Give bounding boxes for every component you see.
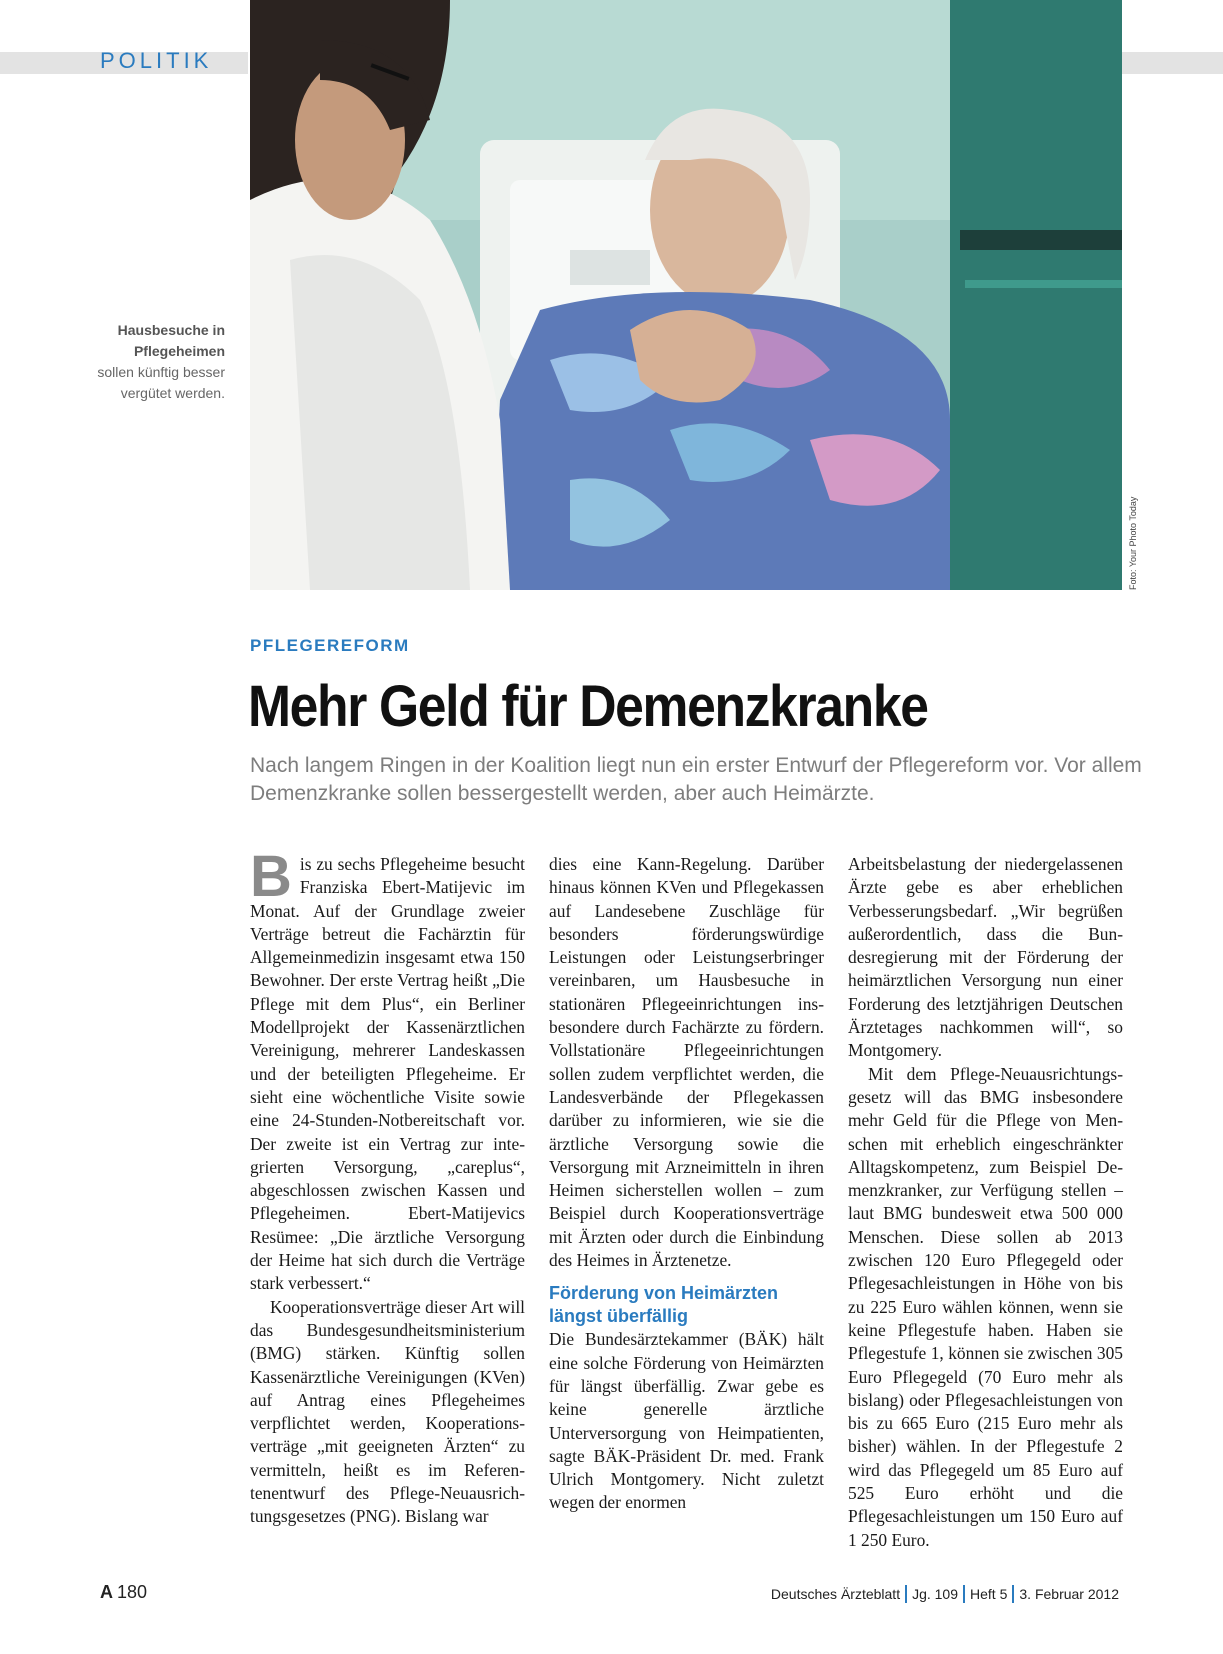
caption-bold: Hausbesuche in Pflegeheimen xyxy=(117,322,225,359)
page-number xyxy=(100,1582,147,1603)
separator xyxy=(905,1585,907,1603)
paragraph xyxy=(250,844,525,1296)
page-number-value: 180 xyxy=(117,1582,148,1602)
article-subheading: Förderung von Heimärzten längst überfällig xyxy=(549,1283,779,1327)
paragraph: dies eine Kann-Regelung. Darüber hinaus können KVen und Pflegekassen auf Landesebene Zuschläge für besonders förderungswürdige Leistungen oder Leistungserbringer vereinbaren, um Hausbesuche in stationären Pflegeeinrichtungen insbesondere durch Fachärzte zu fördern. Vollstationäre Pflegeeinrichtungen sollen zudem verpflichtet werden, die Landesverbände der Pflegekassen darüber zu informieren, wie sie die ärztliche Versorgung sowie die Versorgung mit Arzneimitteln in ihren Heimen sicherstellen wollen – zum Beispiel durch Kooperationsverträge mit Ärzten oder durch die Einbindung des Heimes in Ärztenetze. xyxy=(549,854,824,1271)
caption-text: sollen künftig besser vergütet werden. xyxy=(97,364,225,401)
section-bar-right xyxy=(1122,52,1223,74)
journal-name: Deutsches Ärzteblatt xyxy=(770,1586,901,1602)
article-column-2 xyxy=(549,853,824,1515)
section-label: POLITIK xyxy=(100,48,213,73)
paragraph: Die Bundesärztekammer (BÄK) hält eine solche Förderung von Heimärzten für längst überfällig. Zwar gebe es keine generelle ärztliche Unterversorgung von Heimpatienten, sagte BÄK-Präsident Dr. med. Frank Ulrich Montgomery. Nicht zuletzt wegen der enormen xyxy=(549,1329,824,1513)
article-lead: Nach langem Ringen in der Koalition liegt nun ein erster Entwurf der Pflegereform vor. Vor allem Demenzkranke sollen bessergestellt werden, aber auch Heimärzte. xyxy=(250,754,1142,805)
paragraph: Arbeitsbelastung der niedergelassenen Ärzte gebe es aber erheblichen Verbesserungsbedarf. „Wir begrüßen außerordentlich, dass die Bundesregierung mit der Förderung der heimärztlichen Versorgung nun einer Forderung des letztjährigen Deutschen Ärztetages nachkommen will“, so Montgomery. xyxy=(848,854,1123,1061)
article-column-1 xyxy=(250,844,525,1529)
article-headline: Mehr Geld für Demenzkranke xyxy=(248,674,928,739)
drop-cap: B xyxy=(250,844,292,909)
separator xyxy=(1012,1585,1014,1603)
page-prefix: A xyxy=(100,1582,113,1602)
journal-volume: Jg. 109 xyxy=(912,1586,959,1602)
paragraph: Kooperationsverträge dieser Art will das Bundesgesundheitsministerium (BMG) stärken. Künftig sollen Kassenärztliche Vereinigungen (KVen) auf Antrag eines Pflegeheimes verpflichtet werden, Kooperationsverträge „mit geeigneten Ärzten“ zu vermitteln, heißt es im Referentenentwurf des Pflege-Neuausrichtungsgesetzes (PNG). Bislang war xyxy=(250,1296,525,1527)
photo-credit: Foto: Your Photo Today xyxy=(1128,496,1138,590)
journal-date: 3. Februar 2012 xyxy=(1019,1586,1119,1602)
publication-info xyxy=(771,1585,1119,1603)
paragraph: Mit dem Pflege-Neuausrichtungsgesetz will das BMG insbesondere mehr Geld für die Pflege von Menschen mit erheblich eingeschränkter Alltagskompetenz, zum Beispiel Demenzkranker, zur Verfügung stellen – laut BMG bundesweit etwa 500 000 Menschen. Diese sollen ab 2013 zwischen 120 Euro Pflegegeld oder Pflegesachleistungen in Höhe von bis zu 225 Euro wählen können, wenn sie keine Pflegestufe haben. Haben sie Pflegestufe 1, können sie zwischen 305 Euro Pflegegeld (70 Euro mehr als bislang) oder Pflegesachleistungen von bis zu 665 Euro (215 Euro mehr als bisher) wählen. In der Pflegestufe 2 wird das Pflegegeld um 85 Euro auf 525 Euro erhöht und die Pflegesachleistungen um 150 Euro auf 1 250 Euro. xyxy=(848,1063,1123,1550)
paragraph-text: is zu sechs Pflegeheime besucht Franziska Ebert-Matijevic im Monat. Auf der Grundlage zweier Verträge betreut die Fachärztin für Allgemeinmedizin insgesamt etwa 150 Bewohner. Der erste Vertrag heißt „Die Pflege mit dem Plus“, ein Berliner Modellprojekt der Kassenärztlichen Vereinigung, mehrerer Landeskassen und der beteiligten Pflegeheime. Er sieht eine wöchentliche Visite sowie eine 24-Stunden-Notbereitschaft vor. Der zweite ist ein Vertrag zur integrierten Versorgung, „careplus“, abgeschlossen zwischen Kassen und Pflegeheimen. Ebert-Matijevics Resümee: „Die ärztliche Versorgung der Heime hat sich durch die Verträge stark verbessert.“ xyxy=(250,854,525,1294)
separator xyxy=(963,1585,965,1603)
article-column-3 xyxy=(848,853,1123,1552)
photo-caption xyxy=(60,320,225,404)
article-photo xyxy=(250,0,1122,590)
journal-issue: Heft 5 xyxy=(970,1586,1008,1602)
article-kicker: PFLEGEREFORM xyxy=(250,636,410,655)
